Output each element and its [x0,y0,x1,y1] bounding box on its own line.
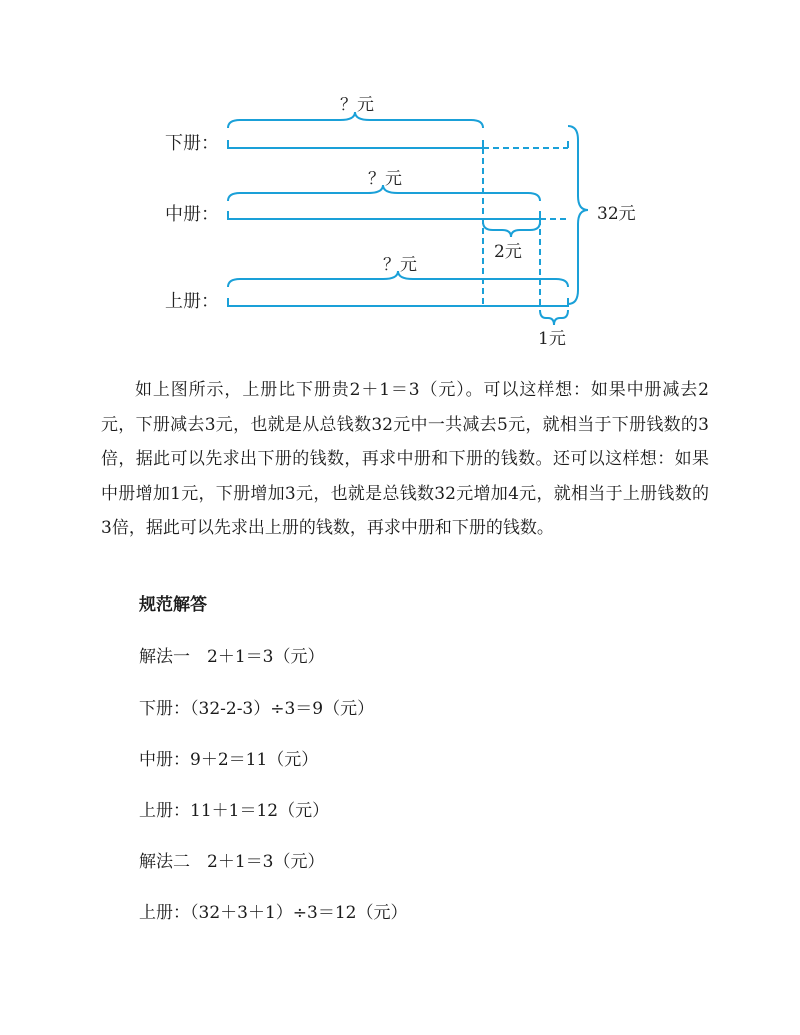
segment-xia [228,140,483,148]
brace-total [568,126,588,304]
solution-line: 上册：（32＋3＋1）÷3＝12（元） [139,903,408,923]
brace-diff-2 [483,222,540,237]
row-label-shang: 上册： [165,291,219,312]
solution-line: 上册：11＋1＝12（元） [139,801,330,821]
solution-line: 下册：（32-2-3）÷3＝9（元） [139,699,375,719]
unknown-label-shang: ？元 [383,255,417,275]
segment-shang [228,298,568,306]
diff-label-1: 1元 [538,329,566,349]
analysis-paragraph: 如上图所示，上册比下册贵2＋1＝3（元）。可以这样想：如果中册减去2元，下册减去3元，也就是从总钱数32元中一共减去5元，就相当于下册钱数的3倍，据此可以先求出下册的钱数，再求中册和下册的钱数。还可以这样想：如果中册增加1元，下册增加3元，也就是总钱数32元增加4元，就相当于上册钱数的3倍，据此可以先求出上册的钱数，再求中册和下册的钱数。 [101,380,709,538]
row-label-zhong: 中册： [165,204,219,225]
line-segment-diagram [0,0,800,360]
solution-line: 中册：9＋2＝11（元） [139,750,319,770]
segment-zhong [228,211,540,219]
solution-line: 解法二 2＋1＝3（元） [139,852,325,872]
unknown-label-xia: ？元 [340,95,374,115]
unknown-label-zhong: ？元 [368,169,402,189]
diff-label-2: 2元 [494,242,522,262]
solution-line: 解法一 2＋1＝3（元） [139,647,325,667]
total-label: 32元 [597,204,636,224]
brace-diff-1 [540,310,568,325]
row-label-xia: 下册： [165,133,219,154]
solution-heading: 规范解答 [139,595,207,615]
